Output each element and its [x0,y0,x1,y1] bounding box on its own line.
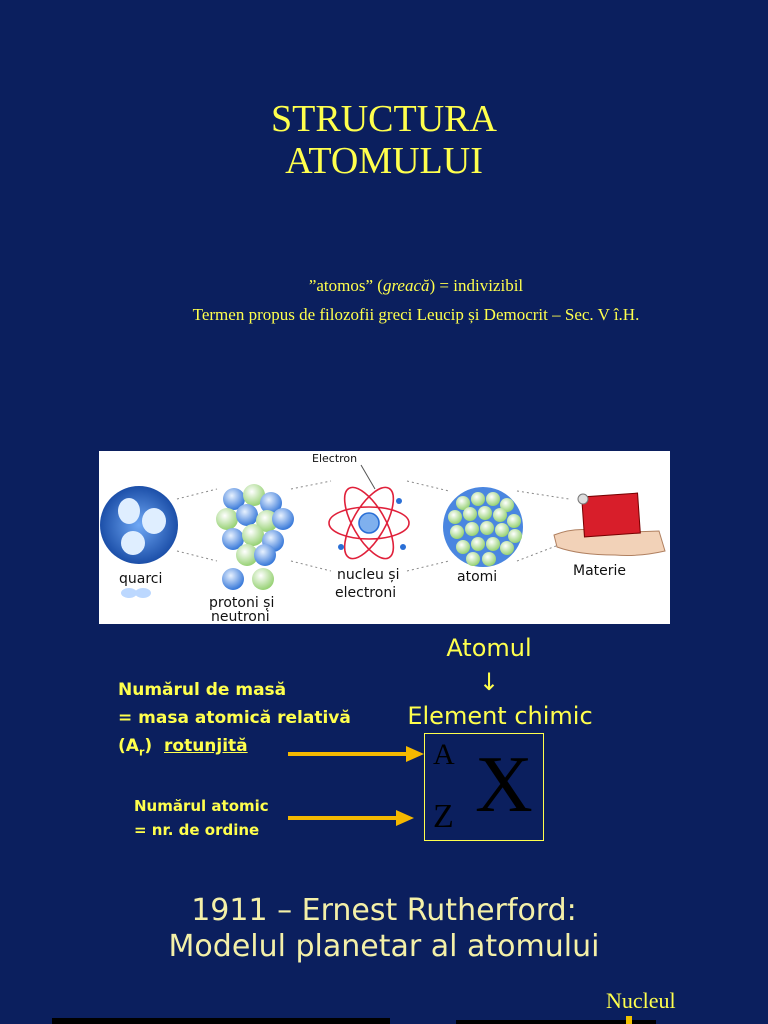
title-line-1: STRUCTURA [271,98,497,140]
mass-ar-sub: r [138,745,145,759]
rutherford-line-1: 1911 – Ernest Rutherford: [191,893,577,928]
element-symbol-box [424,733,544,841]
matter-hand-icon [554,493,665,555]
diagram-svg [99,451,670,624]
title-line-2: ATOMULUI [285,140,483,182]
subtitle-text-end: ) = indivizibil [429,276,524,295]
atomic-arrow-head-icon [396,810,414,826]
mass-ar-prefix: (A [118,736,139,756]
mass-line-1: Numărul de masă [118,680,287,700]
atomic-number-text [134,794,269,842]
subtitle-text: ”atomos” ( [308,276,383,295]
notation-arrows [286,742,426,832]
nucleu-label-2: electroni [335,585,397,601]
rutherford-heading [0,893,768,965]
atom-structure-diagram [99,451,670,624]
mass-rounded: rotunjită [164,736,248,756]
protoni-label-2: neutroni [211,609,270,624]
bottom-image-edge-left [52,1018,390,1024]
quarci-label: quarci [119,571,163,587]
atomic-line-2: = nr. de ordine [134,821,260,839]
subtitle-line-2: Termen propus de filozofii greci Leucip și Democrit – Sec. V î.H. [192,305,640,324]
down-arrow-icon: ↓ [478,668,500,696]
element-chimic-label: Element chimic [407,702,593,730]
rutherford-line-2: Modelul planetar al atomului [168,929,600,964]
atoms-lattice-icon [443,487,523,567]
subtitle-line-1 [0,276,768,296]
atom-orbit-icon [329,465,409,566]
symbol-atomic-z: Z [433,798,454,835]
electron-label: Electron [312,452,358,465]
nucleul-label: Nucleul [606,988,676,1013]
subtitle-italic: greacă [382,276,430,295]
nucleon-cluster-icon [216,484,294,590]
symbol-element-x: X [475,741,533,829]
atomic-line-1: Numărul atomic [134,797,269,815]
slide-title [0,98,768,182]
atomul-label: Atomul [446,634,532,662]
nucleu-label-1: nucleu și [337,567,400,583]
mass-ar-suffix: ) [144,736,153,756]
symbol-mass-a: A [433,738,455,771]
mass-line-2: = masa atomică relativă [118,708,351,728]
nucleul-pointer-icon [626,1016,632,1024]
mass-arrow-head-icon [406,746,424,762]
atomi-label: atomi [457,569,498,585]
materie-label: Materie [573,563,627,579]
protoni-label-1: protoni și [209,595,275,611]
